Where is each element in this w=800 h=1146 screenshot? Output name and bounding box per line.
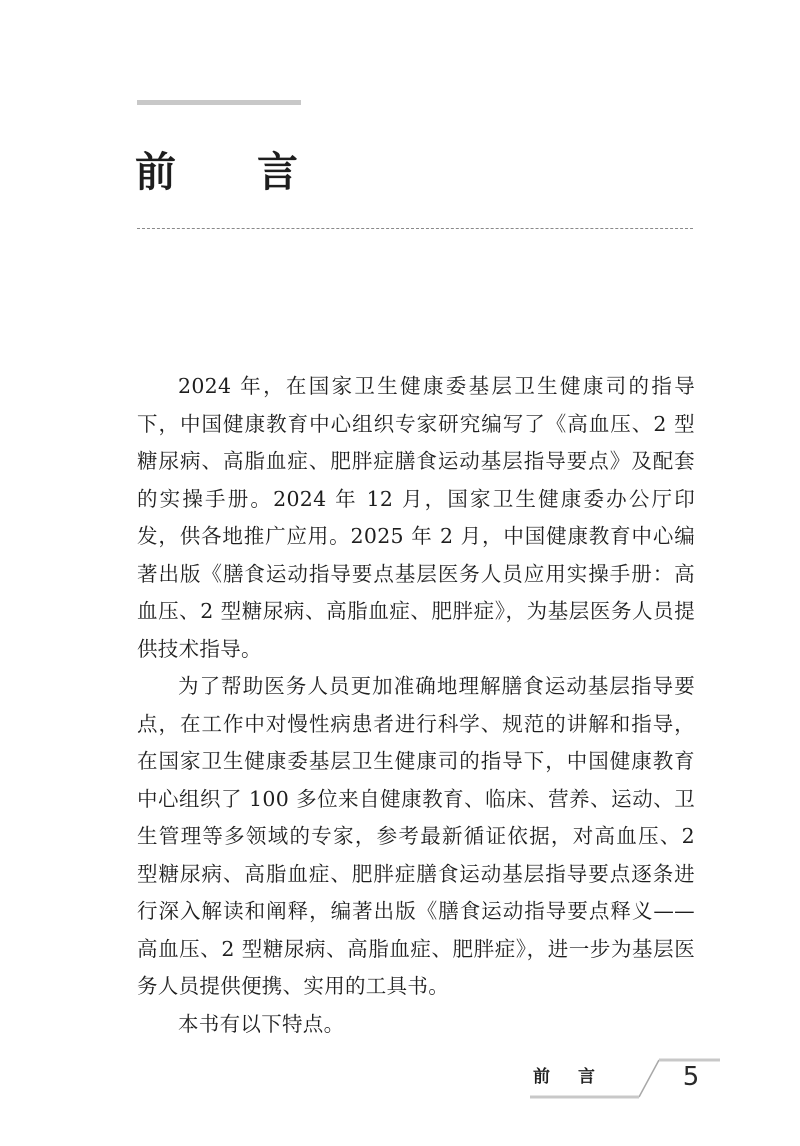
- paragraph-3: 本书有以下特点。: [178, 1011, 345, 1036]
- title-decoration-bar: [137, 100, 301, 105]
- footer-section-label: 前言: [533, 1067, 623, 1087]
- paragraph-2: 为了帮助医务人员更加准确地理解膳食运动基层指导要点，在工作中对慢性病患者进行科学、规范的讲解和指导，在国家卫生健康委基层卫生健康司的指导下，中国健康教育中心组织了 100 多位来自健康教育、临床、营养、运动、卫生管理等多领域的专家，参考最新循证依据，对高血压、2 型糖尿病、高脂血症、肥胖症膳食运动基层指导要点逐条进行深入解读和阐释，编著出版《膳食运动指导要点释义——高血压、2 型糖尿病、高脂血症、肥胖症》，进一步为基层医务人员提供便携、实用的工具书。: [137, 674, 695, 998]
- page-title: 前言: [135, 148, 379, 196]
- title-dashed-divider: [137, 228, 693, 229]
- page-number: 5: [682, 1062, 700, 1092]
- paragraph-1: 2024 年，在国家卫生健康委基层卫生健康司的指导下，中国健康教育中心组织专家研究编写了《高血压、2 型糖尿病、高脂血症、肥胖症膳食运动基层指导要点》及配套的实操手册。2024 年 12 月，国家卫生健康委办公厅印发，供各地推广应用。2025 年 2 月，中国健康教育中心编著出版《膳食运动指导要点基层医务人员应用实操手册：高血压、2 型糖尿病、高脂血症、肥胖症》，为基层医务人员提供技术指导。: [137, 374, 695, 661]
- body-text: [137, 368, 695, 1043]
- footer-slash: [639, 1060, 659, 1097]
